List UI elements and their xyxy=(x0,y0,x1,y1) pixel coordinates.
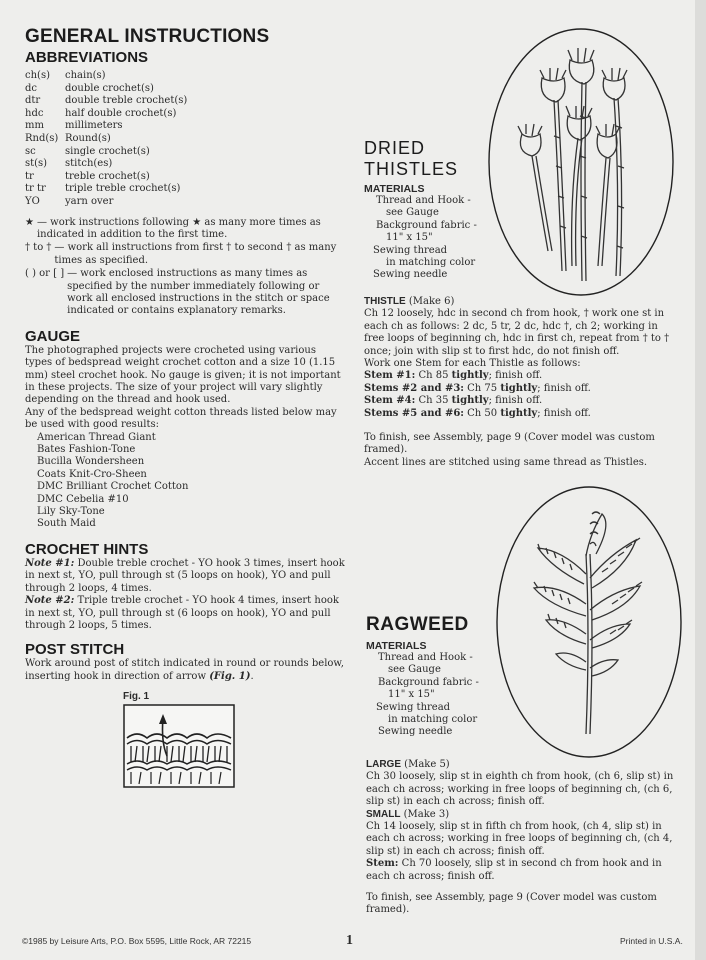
thistles-title-line-2: THISTLES xyxy=(364,159,459,179)
ragweed-materials xyxy=(366,636,496,739)
crochet-hints-heading: CROCHET HINTS xyxy=(25,540,149,558)
crochet-hints-section xyxy=(25,541,345,632)
thistles-title-line-1: DRIED xyxy=(364,138,426,158)
page-edge xyxy=(695,0,706,960)
thistle-stem-intro: Work one Stem for each Thistle as follows: xyxy=(364,358,581,370)
ragweed-small-heading: SMALL (Make 3) xyxy=(366,808,450,820)
gauge-threads-intro: Any of the bedspread weight cotton threads listed below may be used with good results: xyxy=(25,406,337,431)
thistles-materials-list xyxy=(364,195,494,282)
ragweed-illustration xyxy=(494,484,684,760)
abbr-row: tr treble crochet(s) xyxy=(25,170,150,182)
abbr-row: hdc half double crochet(s) xyxy=(25,107,177,119)
material-item: Background fabric - xyxy=(376,219,477,231)
stem-row: Stems #5 and #6: Ch 50 tightly; finish off. xyxy=(364,407,591,419)
gauge-heading: GAUGE xyxy=(25,327,81,345)
ragweed-large-heading: LARGE (Make 5) xyxy=(366,759,450,770)
thistles-materials xyxy=(364,180,494,282)
material-item: see Gauge xyxy=(386,207,439,219)
abbr-row: sc single crochet(s) xyxy=(25,145,150,157)
gauge-paragraph: The photographed projects were crocheted using various types of bedspread weight crochet cotton and a size 10 (1.15 mm) steel crochet hook. No gauge is given; it is not important in these projects. The size of your project will vary slightly depending on the thread and hook used. xyxy=(25,344,341,406)
thistles-illustration xyxy=(486,26,676,298)
abbr-row: Rnd(s) Round(s) xyxy=(25,132,111,144)
ragweed-instructions xyxy=(366,759,682,917)
ragweed-materials-heading: MATERIALS xyxy=(366,640,427,652)
hint-note-2: Note #2: Triple treble crochet - YO hook 4 times, insert hook in next st, YO, pull through st (6 loops on hook), YO and pull through 2 loops, 5 times. xyxy=(25,595,339,631)
thread-item: Bates Fashion-Tone xyxy=(37,444,136,456)
material-item: Thread and Hook - xyxy=(378,652,473,663)
symbol-explanations xyxy=(25,217,345,318)
thread-item: DMC Brilliant Crochet Cotton xyxy=(37,481,189,493)
abbr-row: mm millimeters xyxy=(25,120,123,132)
post-stitch-illustration xyxy=(123,704,235,788)
thread-item: American Thread Giant xyxy=(37,431,156,443)
thread-item: Lily Sky-Tone xyxy=(37,506,105,518)
ragweed-title: RAGWEED xyxy=(366,614,469,635)
ragweed-finish: To finish, see Assembly, page 9 (Cover model was custom framed). xyxy=(366,892,657,916)
material-item: Thread and Hook - xyxy=(376,195,471,206)
abbr-row: YO yarn over xyxy=(25,195,114,207)
thread-item: DMC Cebelia #10 xyxy=(37,493,129,505)
left-column xyxy=(25,26,345,792)
copyright-notice: ©1985 by Leisure Arts, P.O. Box 5595, Little Rock, AR 72215 xyxy=(22,936,252,946)
gauge-section xyxy=(25,328,345,531)
symbol-row-star: ★ — work instructions following ★ as many more times as indicated in addition to the first time. xyxy=(25,216,321,240)
thread-item: Coats Knit-Cro-Sheen xyxy=(37,468,147,480)
ragweed-stem: Stem: Ch 70 loosely, slip st in second ch from hook and in each ch across; finish off. xyxy=(366,858,662,882)
thistles-finish: To finish, see Assembly, page 9 (Cover model was custom framed). xyxy=(364,432,655,456)
abbr-row: dtr double treble crochet(s) xyxy=(25,95,188,107)
material-item: 11" x 15" xyxy=(388,689,435,701)
abbr-row: tr tr triple treble crochet(s) xyxy=(25,183,181,195)
abbr-row: st(s) stitch(es) xyxy=(25,158,113,170)
hint-note-1: Note #1: Double treble crochet - YO hook 3 times, insert hook in next st, YO, pull through st (5 loops on hook), YO and pull through 2 loops, 4 times. xyxy=(25,557,345,594)
material-item: see Gauge xyxy=(388,664,441,676)
thistles-title-block xyxy=(364,138,458,180)
stem-row: Stem #1: Ch 85 tightly; finish off. xyxy=(364,370,543,382)
material-item: Sewing needle xyxy=(378,726,453,738)
symbol-row-dagger: † to † — work all instructions from first † to second † as many times as specified. xyxy=(25,242,337,266)
thread-item: Bucilla Wondersheen xyxy=(37,456,145,468)
stem-row: Stems #2 and #3: Ch 75 tightly; finish off. xyxy=(364,382,591,394)
symbol-row-parentheses: ( ) or [ ] — work enclosed instructions as many times as specified by the number immediately following or work all enclosed instructions in the stitch or space indicated or contains explanatory remarks. xyxy=(25,268,330,317)
ragweed-small-text: Ch 14 loosely, slip st in fifth ch from hook, (ch 4, slip st) in each ch across; working in free loops of beginning ch, (ch 4, slip st) in each ch across; finish off. xyxy=(366,821,673,857)
thistles-accent-note: Accent lines are stitched using same thread as Thistles. xyxy=(364,456,648,468)
abbreviations-list xyxy=(25,70,345,209)
thistle-heading-line: THISTLE (Make 6) xyxy=(364,296,455,307)
material-item: in matching color xyxy=(388,714,478,726)
figure-1-diagram xyxy=(123,704,345,792)
material-item: in matching color xyxy=(386,257,476,269)
material-item: 11" x 15" xyxy=(386,232,433,244)
ragweed-materials-list xyxy=(366,652,496,739)
material-item: Sewing needle xyxy=(373,269,448,281)
post-stitch-section xyxy=(25,641,345,792)
abbreviations-heading: ABBREVIATIONS xyxy=(25,49,149,66)
material-item: Sewing thread xyxy=(376,701,451,713)
material-item: Background fabric - xyxy=(378,676,479,688)
ragweed-large-text: Ch 30 loosely, slip st in eighth ch from hook, (ch 6, slip st) in each ch across; working in free loops of beginning ch, (ch 6, slip st) in each ch across; finish off. xyxy=(366,771,674,808)
material-item: Sewing thread xyxy=(373,244,448,256)
stem-row: Stem #4: Ch 35 tightly; finish off. xyxy=(364,395,543,407)
post-stitch-heading: POST STITCH xyxy=(25,641,125,659)
thistles-materials-heading: MATERIALS xyxy=(364,183,425,195)
abbr-row: ch(s) chain(s) xyxy=(25,70,106,81)
ragweed-title-block xyxy=(366,614,469,635)
thread-list xyxy=(25,432,345,531)
printed-in-notice: Printed in U.S.A. xyxy=(620,936,683,946)
thistle-instructions xyxy=(364,296,676,469)
figure-1-label: Fig. 1 xyxy=(123,691,150,703)
general-instructions-title: GENERAL INSTRUCTIONS xyxy=(25,26,270,47)
page-number: 1 xyxy=(346,933,353,948)
abbr-row: dc double crochet(s) xyxy=(25,82,154,94)
thread-item: South Maid xyxy=(37,518,96,530)
post-stitch-text: Work around post of stitch indicated in round or rounds below, inserting hook in direction of arrow (Fig. 1). xyxy=(25,658,344,682)
thistle-text: Ch 12 loosely, hdc in second ch from hook, † work one st in each ch as follows: 2 dc, 5 tr, 2 dc, hdc †, ch 2; working in free loops of beginning ch, hdc in first ch, repeat from † to † once; join with slip st to first hdc, do not finish off. xyxy=(364,308,670,357)
